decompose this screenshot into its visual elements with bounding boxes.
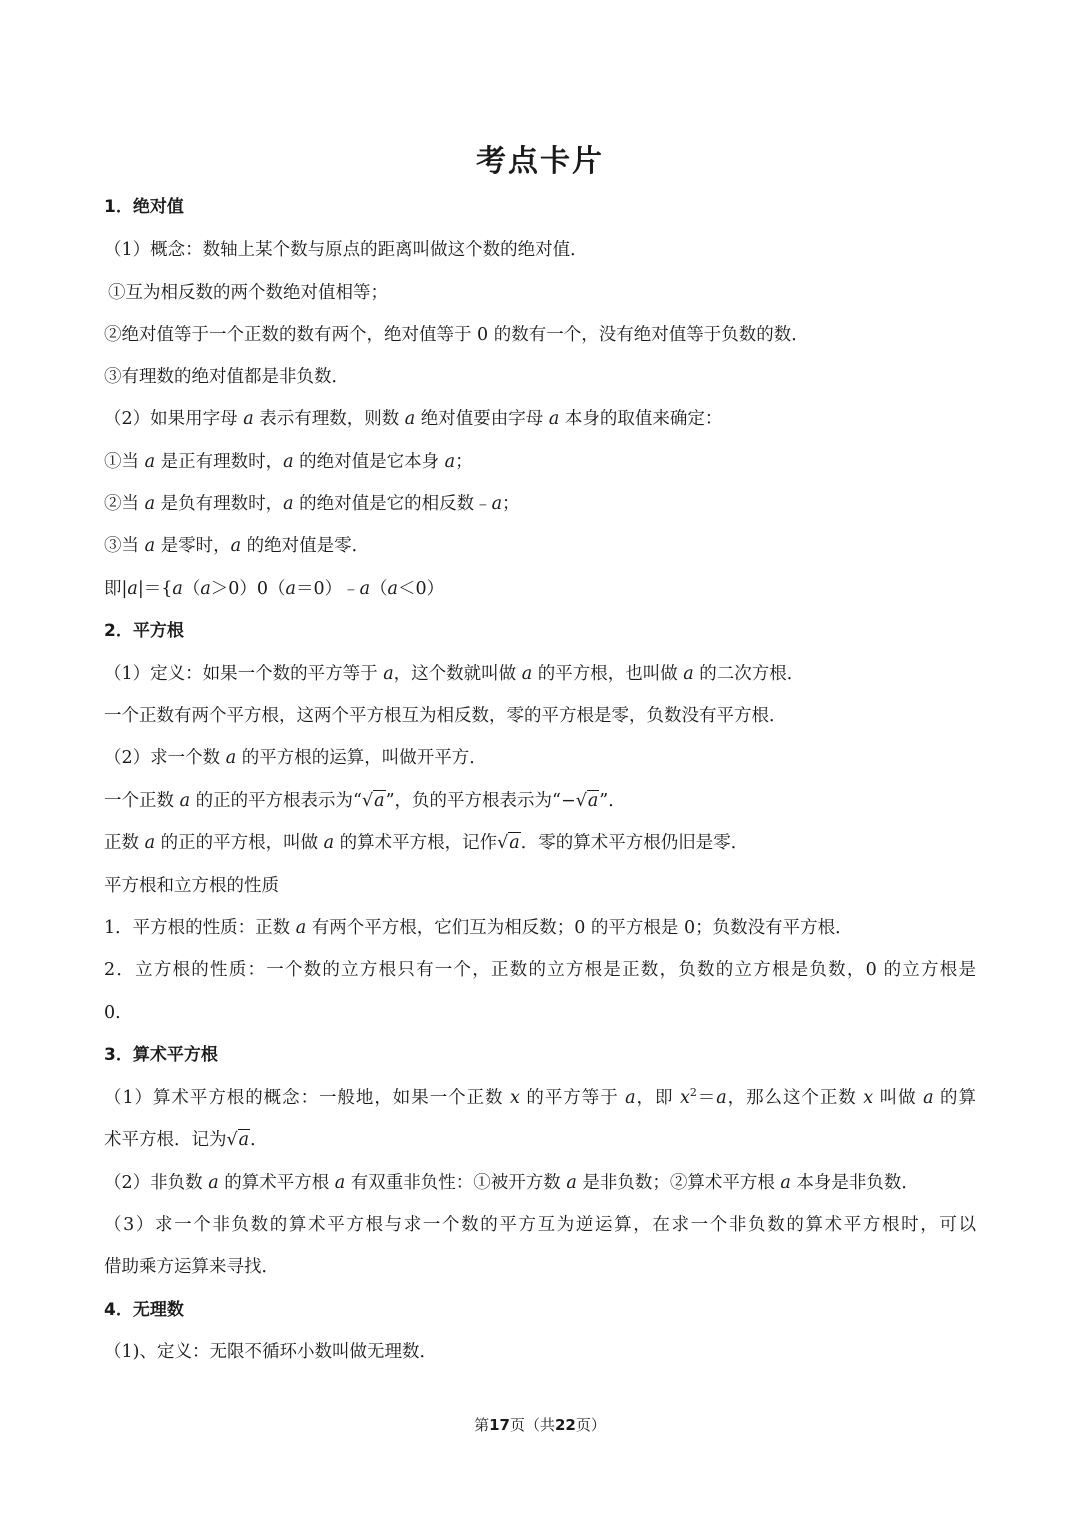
page-title: 考点卡片	[476, 144, 604, 179]
total-page-count: 22	[555, 1416, 576, 1434]
case-positive-line: ①当 a 是正有理数时，a 的绝对值是它本身 a；	[104, 452, 473, 472]
section-heading-arithmetic-root: 3．算术平方根	[104, 1045, 218, 1065]
cube-root-property-line: 2．立方根的性质：一个数的立方根只有一个，正数的立方根是正数，负数的立方根是负数，0 的立方根是	[104, 960, 976, 980]
page-footer: 第17页（共22页）	[474, 1416, 606, 1434]
case-zero-line: ③当 a 是零时，a 的绝对值是零．	[104, 536, 370, 556]
concept-line: （1）概念：数轴上某个数与原点的距离叫做这个数的绝对值．	[104, 240, 588, 260]
case-negative-line: ②当 a 是负有理数时，a 的绝对值是它的相反数﹣a；	[104, 494, 520, 514]
cube-root-property-cont: 0.	[104, 1003, 121, 1023]
definition-line: （1）定义：如果一个数的平方等于 a，这个数就叫做 a 的平方根，也叫做 a 的二次方根．	[104, 664, 805, 684]
property-line-1: ①互为相反数的两个数绝对值相等；	[108, 283, 388, 303]
inverse-operation-line: （3）求一个非负数的算术平方根与求一个数的平方互为逆运算，在求一个非负数的算术平方根时，可以	[104, 1215, 976, 1235]
operation-line: （2）求一个数 a 的平方根的运算，叫做开平方．	[104, 748, 487, 768]
letter-rule-line: （2）如果用字母 a 表示有理数，则数 a 绝对值要由字母 a 本身的取值来确定：	[104, 409, 723, 429]
sqrt-a-expression: √a	[362, 791, 385, 811]
property-line-2: ②绝对值等于一个正数的数有两个，绝对值等于 0 的数有一个，没有绝对值等于负数的数．	[104, 325, 809, 345]
property-line-3: ③有理数的绝对值都是非负数．	[104, 367, 349, 387]
neg-sqrt-a-expression: −√a	[561, 791, 599, 811]
section-heading-absolute-value: 1．绝对值	[104, 197, 184, 217]
current-page-number: 17	[489, 1416, 510, 1434]
sqrt-a-expression: √a	[497, 833, 520, 853]
nonnegativity-line: （2）非负数 a 的算术平方根 a 有双重非负性：①被开方数 a 是非负数；②算术平方根 a 本身是非负数．	[104, 1173, 919, 1193]
square-root-property-line: 1．平方根的性质：正数 a 有两个平方根，它们互为相反数；0 的平方根是 0；负数没有平方根．	[104, 918, 853, 938]
notation-line: 一个正数 a 的正的平方根表示为“√a”，负的平方根表示为“−√a”．	[104, 791, 626, 811]
arithmetic-concept-cont: 术平方根．记为√a．	[104, 1130, 268, 1150]
sqrt-a-expression: √a	[226, 1130, 250, 1150]
piecewise-formula-line: 即|a|＝{a（a＞0）0（a＝0）﹣a（a＜0）	[104, 579, 445, 599]
subheading-properties: 平方根和立方根的性质	[104, 876, 279, 896]
inverse-operation-cont: 借助乘方运算来寻找．	[104, 1257, 279, 1277]
arithmetic-concept-line: （1）算术平方根的概念：一般地，如果一个正数 x 的平方等于 a，即 $x^2=a$，那么这个正数 x 叫做 a 的算	[104, 1086, 976, 1108]
section-heading-irrational: 4．无理数	[104, 1300, 184, 1320]
section-heading-square-root: 2．平方根	[104, 621, 184, 641]
arithmetic-root-line: 正数 a 的正的平方根，叫做 a 的算术平方根，记作√a．零的算术平方根仍旧是零．	[104, 833, 749, 853]
two-roots-line: 一个正数有两个平方根，这两个平方根互为相反数，零的平方根是零，负数没有平方根．	[104, 706, 787, 726]
irrational-definition-line: （1)、定义：无限不循环小数叫做无理数．	[104, 1342, 437, 1362]
